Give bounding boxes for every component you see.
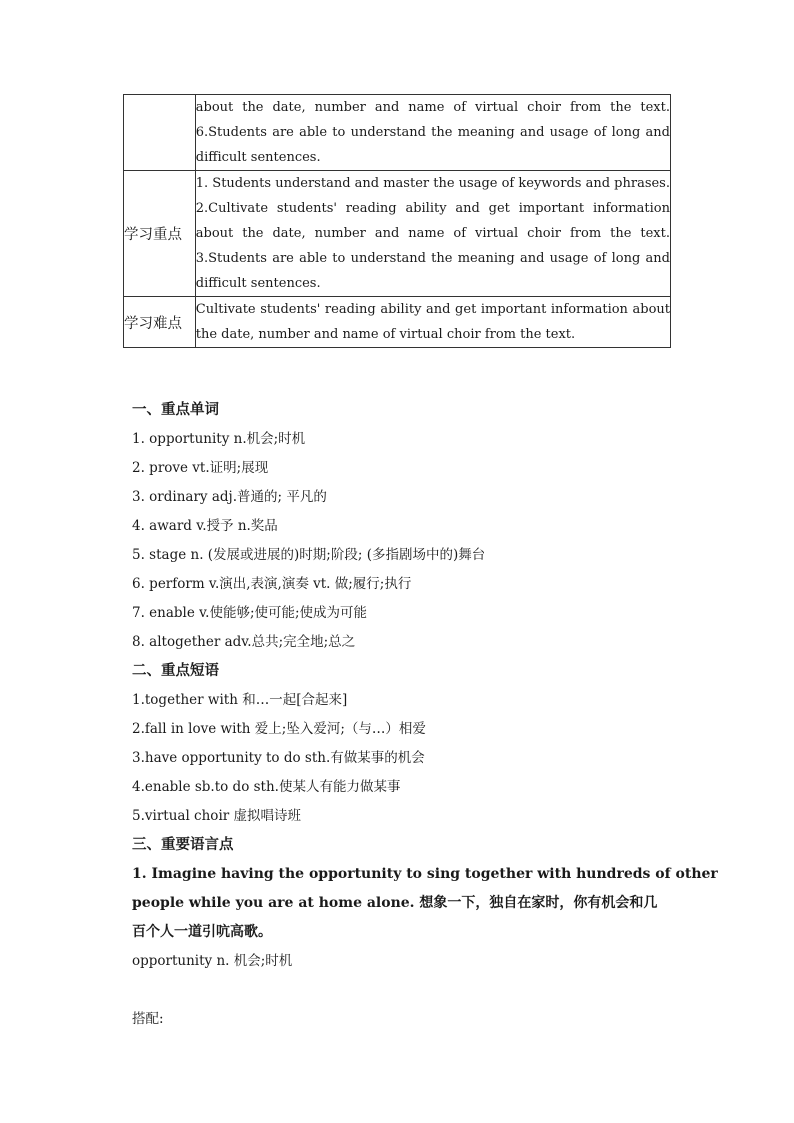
table-row bbox=[124, 95, 671, 171]
row-content bbox=[195, 95, 670, 171]
table-row bbox=[124, 171, 671, 297]
content-line: Cultivate students' reading ability and get important information about bbox=[195, 302, 670, 317]
list-item: 2.fall in love with 爱上;坠入爱河;（与…）相爱 bbox=[132, 721, 426, 737]
row-content bbox=[195, 297, 670, 348]
collocation-label: 搭配: bbox=[132, 1011, 164, 1027]
content-line: difficult sentences. bbox=[195, 276, 321, 291]
list-item: 7. enable v.使能够;使可能;使成为可能 bbox=[132, 605, 368, 621]
content-line: difficult sentences. bbox=[195, 150, 321, 165]
content-line: the date, number and name of virtual choir from the text. bbox=[195, 327, 576, 342]
row-content bbox=[195, 171, 670, 297]
content-line: 6.Students are able to understand the meaning and usage of long and bbox=[195, 125, 670, 140]
list-item: 1.together with 和…一起[合起来] bbox=[132, 692, 348, 708]
list-item: 6. perform v.演出,表演,演奏 vt. 做;履行;执行 bbox=[132, 576, 412, 592]
list-item: 3.have opportunity to do sth.有做某事的机会 bbox=[132, 750, 425, 766]
content-line: 3.Students are able to understand the meaning and usage of long and bbox=[195, 251, 670, 266]
list-item: 1. opportunity n.机会;时机 bbox=[132, 431, 306, 447]
section-heading: 二、重点短语 bbox=[132, 663, 219, 679]
objectives-table bbox=[123, 94, 671, 348]
list-item: 4.enable sb.to do sth.使某人有能力做某事 bbox=[132, 779, 401, 795]
content-line: 1. Students understand and master the usage of keywords and phrases. bbox=[195, 176, 670, 191]
content-line: 2.Cultivate students' reading ability and get important information bbox=[195, 201, 670, 216]
content-line: about the date, number and name of virtual choir from the text. bbox=[195, 226, 670, 241]
list-item: 3. ordinary adj.普通的; 平凡的 bbox=[132, 489, 327, 505]
row-label-key-points: 学习重点 bbox=[124, 171, 196, 297]
example-sentence-line: 百个人一道引吭高歌。 bbox=[132, 924, 272, 940]
definition-line: opportunity n. 机会;时机 bbox=[132, 953, 293, 969]
list-item: 4. award v.授予 n.奖品 bbox=[132, 518, 278, 534]
list-item: 8. altogether adv.总共;完全地;总之 bbox=[132, 634, 356, 650]
example-sentence-line: people while you are at home alone. 想象一下，独自在家时，你有机会和几 bbox=[132, 895, 658, 911]
row-label bbox=[124, 95, 196, 171]
key-words-section bbox=[132, 396, 718, 1034]
list-item: 2. prove vt.证明;展现 bbox=[132, 460, 269, 476]
section-heading: 一、重点单词 bbox=[132, 402, 219, 418]
content-line: about the date, number and name of virtual choir from the text. bbox=[195, 100, 670, 115]
example-sentence-line: 1. Imagine having the opportunity to sing together with hundreds of other bbox=[132, 866, 718, 882]
section-heading: 三、重要语言点 bbox=[132, 837, 234, 853]
list-item: 5. stage n. (发展或进展的)时期;阶段; (多指剧场中的)舞台 bbox=[132, 547, 486, 563]
table-row bbox=[124, 297, 671, 348]
row-label-difficulties: 学习难点 bbox=[124, 297, 196, 348]
list-item: 5.virtual choir 虚拟唱诗班 bbox=[132, 808, 302, 824]
